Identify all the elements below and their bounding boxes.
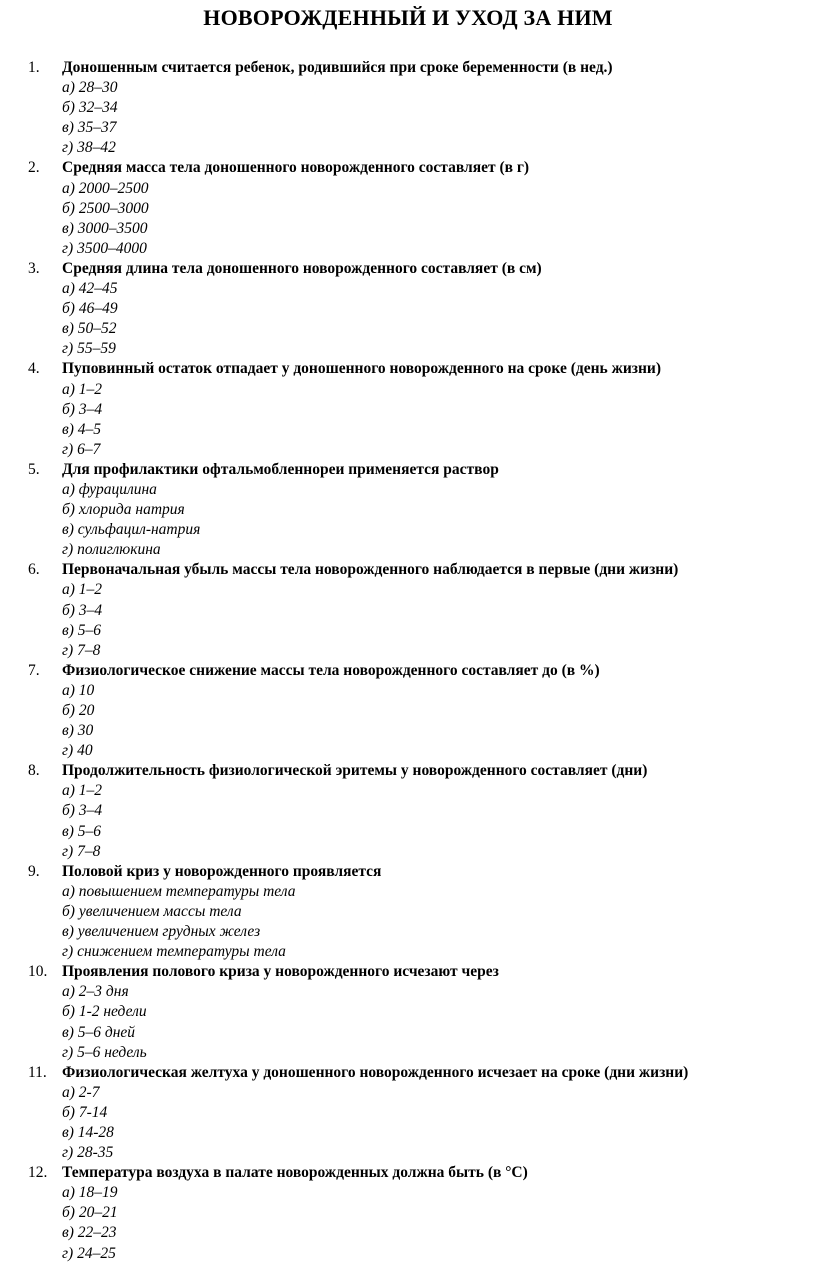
question-number: 2. (28, 159, 40, 177)
question-number: 5. (28, 460, 40, 478)
question-item (0, 359, 816, 459)
answer-option: б) 2500–3000 (62, 199, 149, 217)
question-number: 12. (28, 1164, 48, 1182)
answer-option: а) 42–45 (62, 280, 118, 298)
question-number: 6. (28, 561, 40, 579)
answer-option: б) 3–4 (62, 400, 103, 418)
page-title: НОВОРОЖДЕННЫЙ И УХОД ЗА НИМ (203, 5, 613, 30)
answer-option: а) 1–2 (62, 581, 103, 599)
answer-options (0, 580, 816, 660)
answer-option: в) 14-28 (62, 1123, 114, 1141)
answer-option: а) повышением температуры тела (62, 882, 296, 900)
answer-option: г) 7–8 (62, 842, 101, 860)
question-number: 8. (28, 762, 40, 780)
answer-option: г) 55–59 (62, 340, 116, 358)
question-header (0, 158, 816, 178)
question-item (0, 460, 816, 560)
answer-option: в) 35–37 (62, 119, 117, 137)
question-item (0, 661, 816, 761)
answer-options (0, 781, 816, 861)
answer-options (0, 681, 816, 761)
question-item (0, 1063, 816, 1163)
question-number: 1. (28, 59, 40, 76)
answer-option: а) 1–2 (62, 782, 103, 800)
question-text: Первоначальная убыль массы тела новорожденного наблюдается в первые (дни жизни) (62, 561, 679, 579)
answer-option: а) фурацилина (62, 480, 157, 498)
question-number: 3. (28, 259, 40, 277)
answer-option: в) 4–5 (62, 420, 102, 438)
answer-options (0, 1183, 816, 1263)
answer-option: а) 10 (62, 681, 95, 699)
question-item (0, 158, 816, 258)
answer-option: б) 1-2 недели (62, 1003, 147, 1021)
question-item (0, 962, 816, 1062)
answer-options (0, 982, 816, 1062)
question-text: Пуповинный остаток отпадает у доношенного новорожденного на сроке (день жизни) (62, 360, 662, 378)
answer-options (0, 480, 816, 560)
answer-option: б) 3–4 (62, 802, 103, 820)
answer-option: в) сульфацил-натрия (62, 521, 201, 539)
answer-option: б) 32–34 (62, 99, 118, 117)
question-header (0, 761, 816, 781)
answer-option: г) 24–25 (62, 1244, 116, 1262)
question-text: Для профилактики офтальмобленнореи применяется раствор (62, 460, 499, 478)
question-item (0, 862, 816, 962)
answer-option: в) 50–52 (62, 320, 117, 338)
answer-option: в) 5–6 дней (62, 1023, 136, 1041)
answer-options (0, 882, 816, 962)
answer-option: г) 3500–4000 (62, 239, 147, 257)
answer-option: г) 40 (62, 742, 93, 760)
answer-option: б) 3–4 (62, 601, 103, 619)
question-text: Продолжительность физиологической эритемы у новорожденного составляет (дни) (62, 762, 648, 780)
question-number: 10. (28, 963, 48, 981)
answer-option: б) 20 (62, 702, 95, 719)
question-header (0, 560, 816, 580)
question-text: Доношенным считается ребенок, родившийся при сроке беременности (в нед.) (62, 59, 613, 76)
question-text: Половой криз у новорожденного проявляется (62, 862, 382, 880)
question-text: Физиологическая желтуха у доношенного новорожденного исчезает на сроке (дни жизни) (62, 1063, 689, 1081)
answer-options (0, 179, 816, 259)
answer-option: а) 1–2 (62, 380, 103, 398)
question-item (0, 1163, 816, 1263)
answer-option: г) полиглюкина (62, 541, 161, 559)
answer-option: г) 5–6 недель (62, 1043, 147, 1061)
question-text: Средняя длина тела доношенного новорожденного составляет (в см) (62, 259, 542, 277)
question-text: Физиологическое снижение массы тела новорожденного составляет до (в %) (62, 661, 600, 679)
question-header (0, 661, 816, 681)
answer-options (0, 1083, 816, 1163)
answer-options (0, 380, 816, 460)
question-list (0, 58, 816, 1264)
question-header (0, 460, 816, 480)
question-header (0, 58, 816, 78)
answer-option: г) 38–42 (62, 139, 116, 157)
answer-option: г) 28-35 (62, 1144, 114, 1162)
question-item (0, 259, 816, 359)
question-header (0, 259, 816, 279)
answer-option: а) 2–3 дня (62, 983, 129, 1001)
answer-option: б) 46–49 (62, 300, 118, 318)
answer-option: а) 2000–2500 (62, 179, 149, 197)
question-item (0, 761, 816, 861)
question-text: Температура воздуха в палате новорожденных должна быть (в °С) (62, 1164, 528, 1182)
question-text: Проявления полового криза у новорожденного исчезают через (62, 963, 499, 981)
question-item (0, 560, 816, 660)
answer-options (0, 279, 816, 359)
answer-option: а) 18–19 (62, 1184, 118, 1202)
answer-option: б) 20–21 (62, 1204, 118, 1222)
answer-option: в) 5–6 (62, 822, 102, 840)
answer-option: в) 30 (62, 722, 94, 740)
question-number: 11. (28, 1063, 47, 1081)
answer-option: в) 22–23 (62, 1224, 117, 1242)
question-header (0, 862, 816, 882)
answer-option: г) снижением температуры тела (62, 943, 286, 961)
question-header (0, 1163, 816, 1183)
question-number: 7. (28, 661, 40, 679)
answer-option: а) 2-7 (62, 1083, 100, 1101)
answer-option: в) увеличением грудных желез (62, 923, 261, 941)
answer-option: в) 5–6 (62, 621, 102, 639)
question-number: 4. (28, 360, 40, 378)
answer-option: б) 7-14 (62, 1103, 108, 1121)
question-number: 9. (28, 862, 40, 880)
answer-option: г) 7–8 (62, 641, 101, 659)
answer-options (0, 78, 816, 158)
answer-option: в) 3000–3500 (62, 219, 148, 237)
question-item (0, 58, 816, 158)
question-header (0, 359, 816, 379)
answer-option: б) хлорида натрия (62, 501, 185, 519)
question-text: Средняя масса тела доношенного новорожденного составляет (в г) (62, 159, 530, 177)
answer-option: б) увеличением массы тела (62, 902, 242, 920)
question-header (0, 962, 816, 982)
answer-option: г) 6–7 (62, 440, 101, 458)
answer-option: а) 28–30 (62, 79, 118, 97)
question-header (0, 1063, 816, 1083)
